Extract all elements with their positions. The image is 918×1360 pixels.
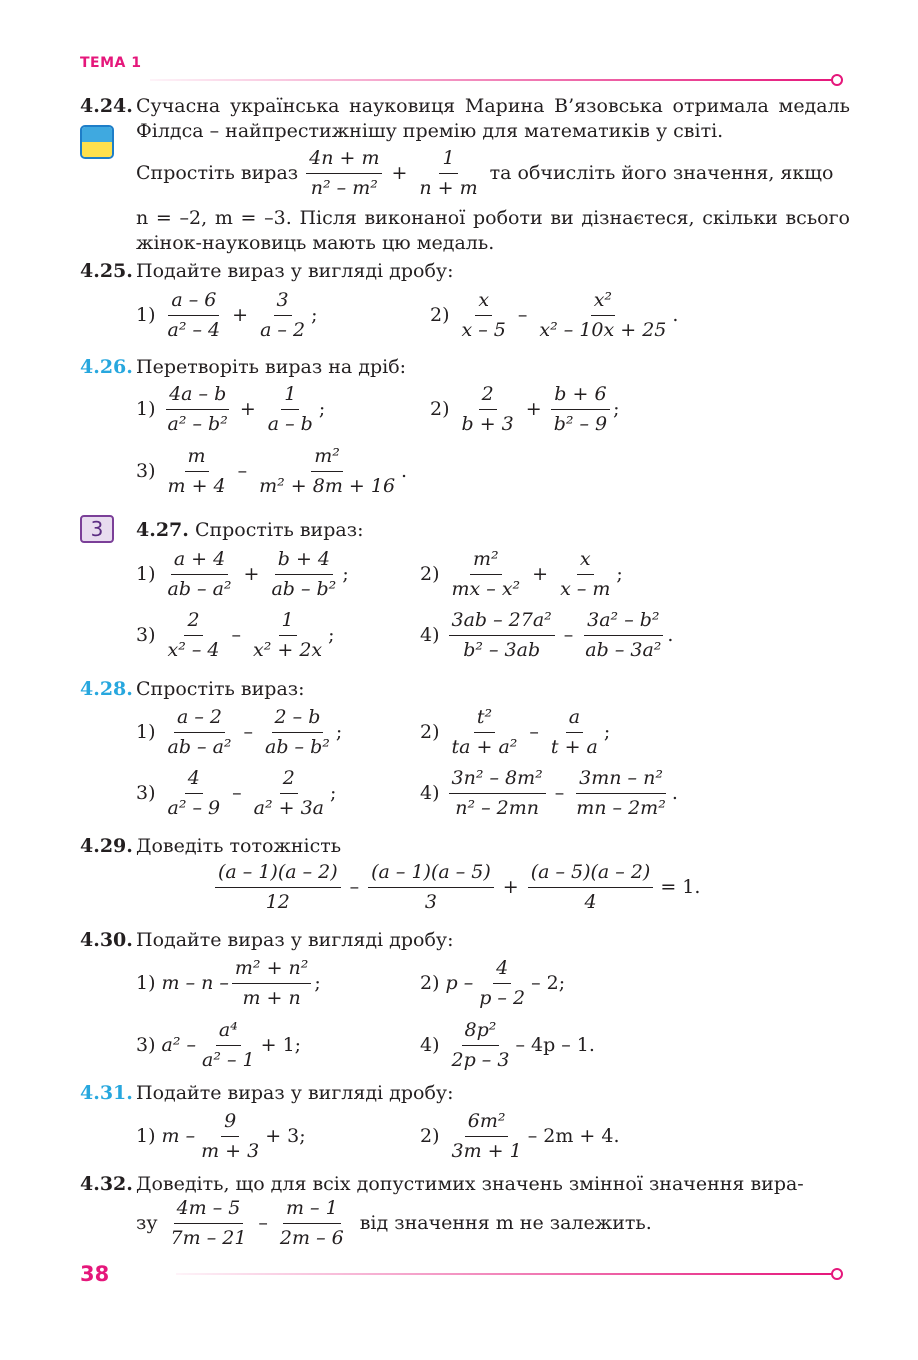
problem-text: Перетворіть вираз на дріб: [136, 356, 407, 378]
numerator: 1 [439, 146, 457, 174]
item-4-30-2 [420, 956, 565, 1010]
numerator: (a – 1)(a – 2) [215, 860, 341, 888]
fraction [557, 547, 613, 601]
numerator: x [475, 288, 492, 316]
fraction [368, 860, 494, 914]
numerator: 4a – b [166, 382, 229, 410]
expression-suffix: – 4p – 1. [515, 1033, 595, 1056]
problem-4-24 [80, 94, 850, 143]
item-4-28-4 [420, 766, 678, 820]
fraction [536, 288, 669, 342]
numerator: m² + n² [232, 956, 312, 984]
numerator: m² [470, 547, 502, 575]
item-label: 4) [420, 623, 440, 646]
problem-4-24-expression [136, 146, 833, 200]
numerator: x² [591, 288, 615, 316]
problem-text: Подайте вираз у вигляді дробу: [136, 929, 454, 951]
numerator: 2 [479, 382, 497, 410]
fraction [168, 1196, 250, 1250]
item-label: 1) [136, 720, 156, 743]
problem-text: Подайте вираз у вигляді дробу: [136, 260, 454, 282]
denominator: 3 [424, 890, 437, 913]
denominator: a² – 9 [167, 796, 221, 819]
end-punct: ; [613, 397, 620, 420]
identity-4-29 [212, 860, 700, 914]
fraction [548, 705, 601, 759]
end-punct: ; [603, 720, 611, 743]
end-punct: ; [318, 397, 326, 420]
item-4-27-1 [136, 547, 349, 601]
end-punct: . [672, 303, 679, 326]
fraction [165, 382, 231, 436]
operator: – [243, 720, 254, 743]
operator: + [525, 397, 542, 420]
item-label: 3) [136, 459, 156, 482]
fraction [449, 547, 524, 601]
fraction [165, 608, 223, 662]
end-punct: . [667, 623, 674, 646]
operator: + [532, 562, 549, 585]
item-4-31-1 [136, 1109, 306, 1163]
denominator: t + a [550, 735, 598, 758]
expression-prefix: m – n – [161, 971, 229, 994]
problem-number: 4.30. [80, 929, 133, 951]
denominator: x² – 10x + 25 [539, 318, 667, 341]
problem-text: Спростіть вираз: [194, 519, 364, 541]
fraction [165, 766, 224, 820]
denominator: mx – x² [451, 577, 521, 600]
problem-4-30 [80, 928, 850, 953]
fraction [277, 1196, 347, 1250]
page-number: 38 [80, 1262, 110, 1286]
numerator: 2 [184, 608, 202, 636]
operator: – [232, 781, 242, 804]
operator: + [243, 562, 260, 585]
item-4-27-3 [136, 608, 335, 662]
numerator: 6m² [465, 1109, 509, 1137]
denominator: m + 3 [201, 1139, 260, 1162]
numerator: a + 4 [171, 547, 228, 575]
problem-text: n = –2, m = –3. Після виконаної роботи ви дізнаєтеся, скільки всього жінок-науковиць мають цю медаль. [136, 207, 850, 254]
fraction [250, 608, 325, 662]
level-3-badge-icon: 3 [80, 515, 114, 543]
end-punct: ; [616, 562, 623, 585]
fraction [215, 860, 341, 914]
denominator: 7m – 21 [170, 1226, 247, 1249]
denominator: 4 [584, 890, 597, 913]
expression-suffix: від значення m не залежить. [359, 1211, 652, 1234]
numerator: 4m – 5 [174, 1196, 244, 1224]
operator: – [529, 720, 539, 743]
item-4-25-1 [136, 288, 317, 342]
expression-suffix: + 1; [260, 1033, 302, 1056]
item-label: 2) [430, 397, 450, 420]
problem-4-26 [80, 355, 850, 380]
fraction [165, 705, 235, 759]
fraction [165, 547, 235, 601]
numerator: 1 [281, 382, 299, 410]
fraction [265, 382, 316, 436]
denominator: m + 4 [167, 474, 226, 497]
numerator: t² [474, 705, 495, 733]
problem-number: 4.25. [80, 260, 133, 282]
denominator: a² – 4 [167, 318, 221, 341]
item-4-30-1 [136, 956, 321, 1010]
problem-number: 4.28. [80, 678, 133, 700]
end-punct: ; [330, 781, 337, 804]
problem-4-31 [80, 1081, 850, 1106]
item-label: 1) [136, 1124, 156, 1147]
fraction [459, 288, 509, 342]
operator: + [391, 161, 408, 184]
problem-text: Сучасна українська науковиця Марина В’язовська отримала медаль Філдса – найпрестижнішу премію для математиків у світі. [136, 95, 850, 142]
numerator: 1 [279, 608, 297, 636]
problem-4-24-continued [80, 206, 850, 255]
problem-text: Доведіть тотожність [136, 835, 342, 857]
denominator: a² – 1 [202, 1048, 255, 1071]
fraction [165, 444, 229, 498]
item-label: 2) [420, 562, 440, 585]
fraction [449, 1018, 513, 1072]
fraction [232, 956, 312, 1010]
item-label: 1) [136, 562, 156, 585]
problem-4-25 [80, 259, 850, 284]
problem-number: 4.26. [80, 356, 133, 378]
end-punct: ; [342, 562, 349, 585]
item-4-26-2 [430, 382, 620, 436]
numerator: 3a² – b² [584, 608, 662, 636]
numerator: b + 6 [551, 382, 609, 410]
fraction [476, 956, 528, 1010]
item-label: 1) [136, 971, 156, 994]
problem-4-28 [80, 677, 850, 702]
fraction [449, 608, 555, 662]
expression-prefix: p – [445, 971, 474, 994]
item-label: 1) [136, 303, 156, 326]
operator: + [239, 397, 256, 420]
fraction [251, 766, 327, 820]
problem-number: 4.32. [80, 1173, 133, 1195]
fraction [268, 547, 339, 601]
denominator: x – m [560, 577, 611, 600]
end-punct: ; [328, 623, 335, 646]
fraction [262, 705, 333, 759]
item-label: 3) [136, 623, 156, 646]
numerator: 4 [493, 956, 511, 984]
numerator: 3n² – 8m² [449, 766, 546, 794]
expression-suffix: – 2; [531, 971, 566, 994]
denominator: ab – a² [167, 577, 232, 600]
problem-text: Доведіть, що для всіх допустимих значень змінної значення вира- [136, 1173, 804, 1195]
expression-prefix: a² – [161, 1033, 196, 1056]
footer-rule-end-icon [831, 1268, 843, 1280]
end-punct: ; [335, 720, 343, 743]
denominator: 2p – 3 [451, 1048, 510, 1071]
numerator: 4n + m [306, 146, 382, 174]
item-4-27-4 [420, 608, 673, 662]
operator: – [231, 623, 242, 646]
numerator: a – 6 [168, 288, 219, 316]
numerator: 2 – b [272, 705, 324, 733]
problem-text: Спростіть вираз: [136, 678, 305, 700]
item-4-30-3 [136, 1018, 301, 1072]
item-4-26-3 [136, 444, 407, 498]
problem-number: 4.24. [80, 95, 133, 117]
denominator: m + n [242, 986, 301, 1009]
numerator: 8p² [462, 1018, 500, 1046]
item-4-28-1 [136, 705, 342, 759]
header-rule-end-icon [831, 74, 843, 86]
numerator: a – 2 [174, 705, 225, 733]
denominator: x² – 4 [167, 638, 220, 661]
item-4-30-4 [420, 1018, 595, 1072]
expression-prefix: m – [161, 1124, 196, 1147]
item-label: 3) [136, 1033, 156, 1056]
denominator: ab – a² [167, 735, 232, 758]
numerator: 3 [274, 288, 292, 316]
numerator: 4 [185, 766, 203, 794]
fraction [449, 766, 546, 820]
fraction [551, 382, 610, 436]
numerator: m – 1 [283, 1196, 341, 1224]
denominator: a² + 3a [253, 796, 324, 819]
item-label: 4) [420, 1033, 440, 1056]
operator: – [517, 303, 528, 326]
header-rule [150, 79, 832, 81]
item-label: 4) [420, 781, 440, 804]
numerator: b + 4 [275, 547, 333, 575]
operator: – [554, 781, 565, 804]
fraction [199, 1018, 258, 1072]
item-label: 2) [420, 1124, 440, 1147]
problem-4-32 [80, 1172, 850, 1197]
equals-one: = 1. [660, 875, 701, 898]
denominator: b² – 9 [553, 412, 608, 435]
denominator: b + 3 [461, 412, 514, 435]
item-4-25-2 [430, 288, 678, 342]
denominator: a – b [267, 412, 313, 435]
denominator: 2m – 6 [279, 1226, 344, 1249]
item-4-28-2 [420, 705, 610, 759]
expression-prefix: Спростіть вираз [136, 161, 299, 184]
expression-suffix: ; [314, 971, 321, 994]
numerator: (a – 1)(a – 5) [368, 860, 494, 888]
end-punct: . [401, 459, 408, 482]
numerator: 2 [280, 766, 298, 794]
denominator: ta + a² [451, 735, 518, 758]
denominator: n² – 2mn [455, 796, 540, 819]
item-4-28-3 [136, 766, 336, 820]
fraction [306, 146, 382, 200]
item-4-27-2 [420, 547, 623, 601]
fraction [256, 444, 398, 498]
fraction [165, 288, 224, 342]
item-label: 2) [420, 971, 440, 994]
numerator: 3ab – 27a² [449, 608, 555, 636]
denominator: n² – m² [310, 176, 378, 199]
denominator: x – 5 [461, 318, 506, 341]
operator: – [349, 875, 360, 898]
problem-number: 4.27. [136, 519, 189, 541]
numerator: a [566, 705, 583, 733]
fraction [257, 288, 308, 342]
item-4-31-2 [420, 1109, 620, 1163]
item-label: 2) [430, 303, 450, 326]
numerator: 3mn – n² [576, 766, 666, 794]
footer-rule [176, 1273, 832, 1275]
fraction [416, 146, 480, 200]
problem-4-32-expression [136, 1196, 652, 1250]
numerator: (a – 5)(a – 2) [528, 860, 654, 888]
expression-prefix: зу [136, 1211, 158, 1234]
problem-4-29 [80, 834, 850, 859]
end-punct: ; [311, 303, 318, 326]
denominator: 12 [265, 890, 290, 913]
fraction [573, 766, 669, 820]
denominator: ab – 3a² [585, 638, 662, 661]
denominator: ab – b² [265, 735, 330, 758]
topic-title: ТЕМА 1 [80, 55, 142, 71]
denominator: n + m [419, 176, 478, 199]
item-4-26-1 [136, 382, 325, 436]
fraction [528, 860, 654, 914]
item-label: 2) [420, 720, 440, 743]
fraction [459, 382, 517, 436]
problem-text: Подайте вираз у вигляді дробу: [136, 1082, 454, 1104]
denominator: a – 2 [260, 318, 306, 341]
problem-number: 4.29. [80, 835, 133, 857]
denominator: mn – 2m² [576, 796, 666, 819]
problem-4-27 [136, 518, 850, 543]
denominator: b² – 3ab [463, 638, 541, 661]
fraction [449, 705, 521, 759]
fraction [582, 608, 664, 662]
end-punct: . [671, 781, 678, 804]
operator: – [563, 623, 574, 646]
operator: + [502, 875, 519, 898]
expression-suffix: + 3; [265, 1124, 306, 1147]
denominator: x² + 2x [253, 638, 323, 661]
fraction [198, 1109, 262, 1163]
problem-number: 4.31. [80, 1082, 133, 1104]
numerator: x [577, 547, 594, 575]
operator: – [237, 459, 248, 482]
denominator: 3m + 1 [451, 1139, 522, 1162]
numerator: m² [311, 444, 343, 472]
denominator: m² + 8m + 16 [259, 474, 396, 497]
numerator: a⁴ [216, 1018, 241, 1046]
operator: + [232, 303, 249, 326]
denominator: p – 2 [479, 986, 526, 1009]
numerator: m [185, 444, 209, 472]
fraction [449, 1109, 525, 1163]
numerator: 9 [221, 1109, 239, 1137]
expression-suffix: – 2m + 4. [527, 1124, 620, 1147]
operator: – [258, 1211, 268, 1234]
denominator: a² – b² [167, 412, 228, 435]
expression-suffix: та обчисліть його значення, якщо [489, 161, 834, 184]
denominator: ab – b² [271, 577, 337, 600]
item-label: 3) [136, 781, 156, 804]
item-label: 1) [136, 397, 156, 420]
